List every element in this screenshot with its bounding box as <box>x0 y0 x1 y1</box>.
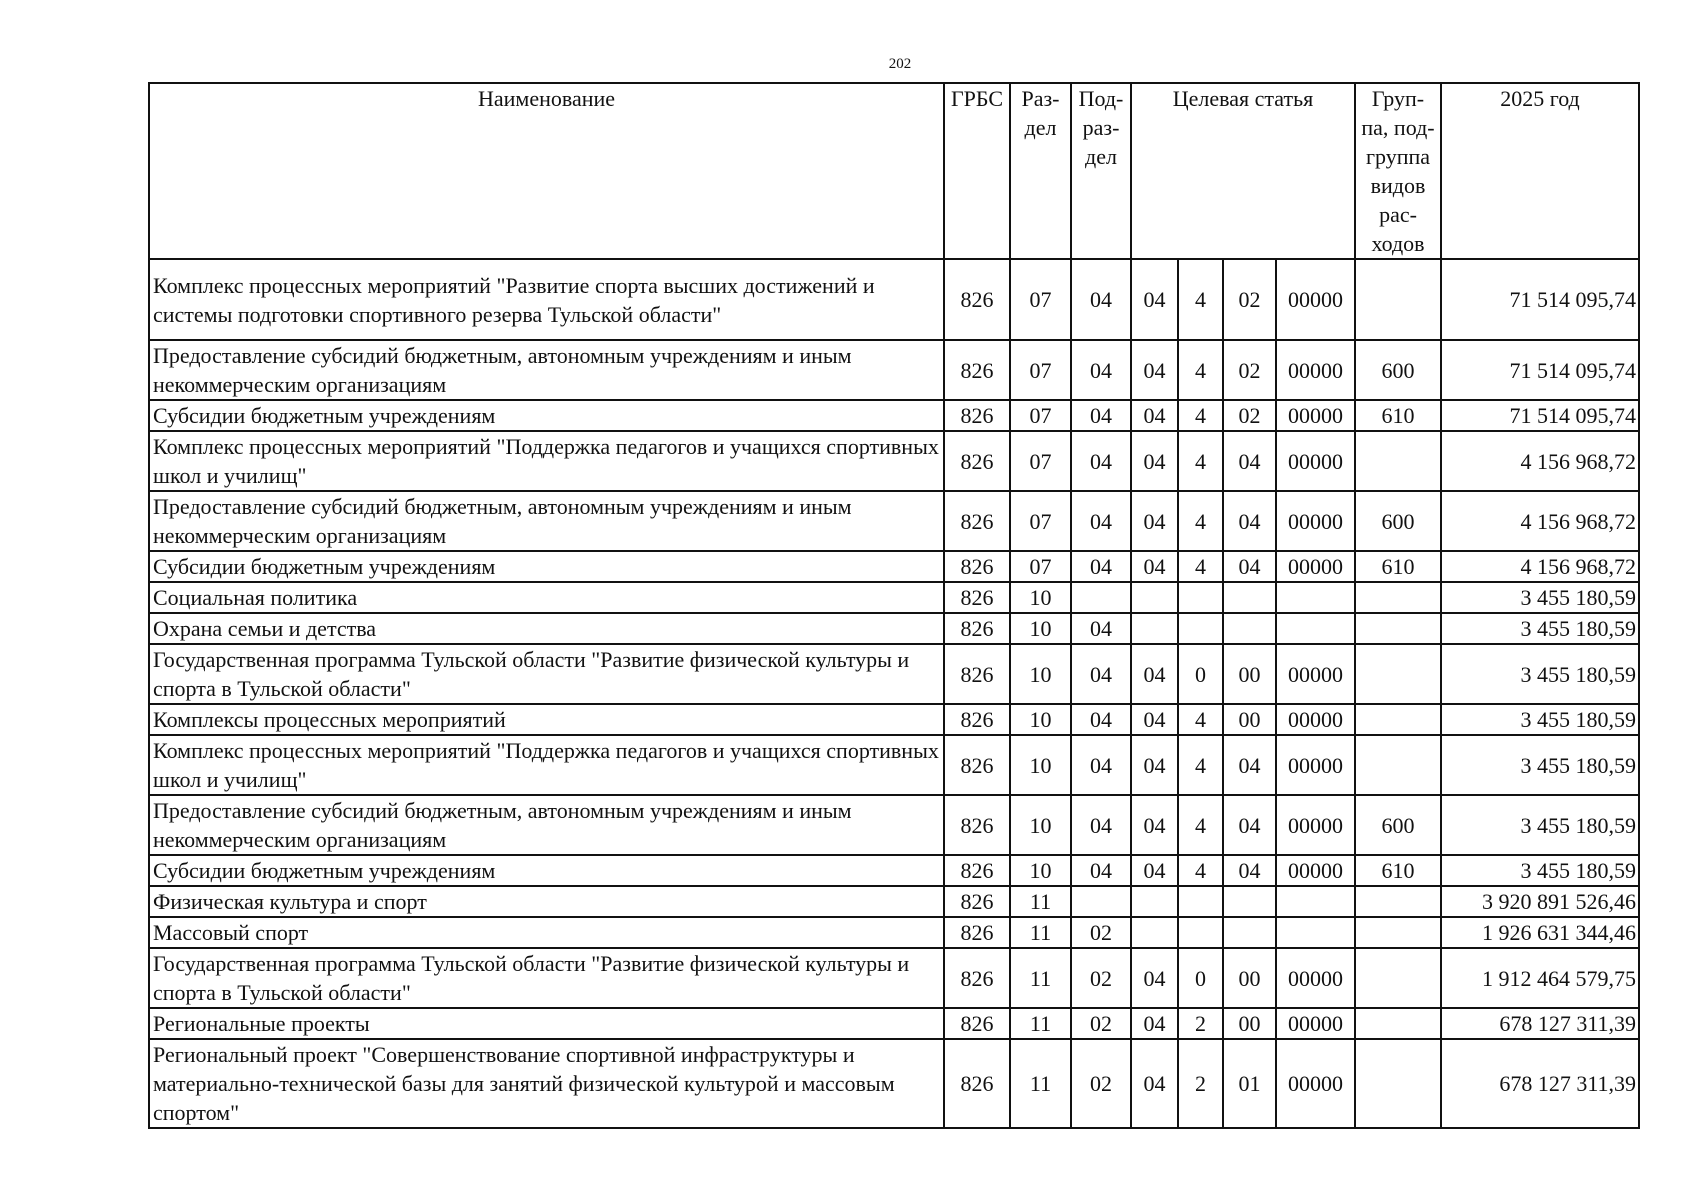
cell-target-type: 4 <box>1178 855 1223 886</box>
cell-target-direction: 00000 <box>1276 1039 1355 1128</box>
cell-target-program: 04 <box>1131 340 1178 400</box>
header-target-article: Целевая статья <box>1131 83 1355 259</box>
cell-expense-group: 600 <box>1355 340 1441 400</box>
cell-target-direction: 00000 <box>1276 855 1355 886</box>
cell-grbs: 826 <box>944 1039 1010 1128</box>
cell-name: Государственная программа Тульской области "Развитие физической культуры и спорта в Тульской области" <box>149 644 944 704</box>
cell-target-type: 4 <box>1178 551 1223 582</box>
cell-target-direction: 00000 <box>1276 259 1355 340</box>
cell-section: 07 <box>1010 259 1071 340</box>
cell-target-element <box>1223 917 1276 948</box>
cell-subsection: 02 <box>1071 917 1131 948</box>
table-row <box>149 259 1639 340</box>
table-row <box>149 491 1639 551</box>
header-section: Раз- дел <box>1010 83 1071 259</box>
cell-subsection: 02 <box>1071 1008 1131 1039</box>
table-body <box>149 259 1639 1128</box>
table-row <box>149 340 1639 400</box>
cell-expense-group: 610 <box>1355 855 1441 886</box>
cell-target-type: 0 <box>1178 644 1223 704</box>
cell-expense-group <box>1355 948 1441 1008</box>
cell-subsection: 04 <box>1071 431 1131 491</box>
cell-target-element: 04 <box>1223 735 1276 795</box>
cell-target-direction <box>1276 886 1355 917</box>
header-subsection: Под- раз- дел <box>1071 83 1131 259</box>
cell-subsection: 04 <box>1071 613 1131 644</box>
cell-amount: 3 455 180,59 <box>1441 735 1639 795</box>
cell-name: Комплексы процессных мероприятий <box>149 704 944 735</box>
cell-grbs: 826 <box>944 551 1010 582</box>
cell-amount: 3 455 180,59 <box>1441 582 1639 613</box>
cell-target-type: 4 <box>1178 259 1223 340</box>
cell-grbs: 826 <box>944 340 1010 400</box>
cell-grbs: 826 <box>944 400 1010 431</box>
cell-amount: 3 455 180,59 <box>1441 613 1639 644</box>
cell-section: 11 <box>1010 917 1071 948</box>
cell-expense-group <box>1355 917 1441 948</box>
cell-name: Социальная политика <box>149 582 944 613</box>
table-row <box>149 431 1639 491</box>
cell-grbs: 826 <box>944 948 1010 1008</box>
cell-target-program: 04 <box>1131 704 1178 735</box>
cell-section: 11 <box>1010 1008 1071 1039</box>
cell-name: Государственная программа Тульской области "Развитие физической культуры и спорта в Тульской области" <box>149 948 944 1008</box>
cell-target-type: 0 <box>1178 948 1223 1008</box>
cell-target-direction: 00000 <box>1276 704 1355 735</box>
cell-expense-group <box>1355 582 1441 613</box>
cell-target-direction: 00000 <box>1276 735 1355 795</box>
cell-expense-group <box>1355 613 1441 644</box>
cell-section: 10 <box>1010 855 1071 886</box>
cell-target-type: 4 <box>1178 431 1223 491</box>
cell-section: 10 <box>1010 582 1071 613</box>
cell-name: Комплекс процессных мероприятий "Развитие спорта высших достижений и системы подготовки спортивного резерва Тульской области" <box>149 259 944 340</box>
cell-subsection: 04 <box>1071 259 1131 340</box>
cell-target-type: 2 <box>1178 1008 1223 1039</box>
cell-grbs: 826 <box>944 613 1010 644</box>
cell-target-element <box>1223 582 1276 613</box>
cell-target-program: 04 <box>1131 948 1178 1008</box>
cell-section: 10 <box>1010 613 1071 644</box>
cell-subsection: 02 <box>1071 948 1131 1008</box>
cell-amount: 678 127 311,39 <box>1441 1008 1639 1039</box>
cell-section: 07 <box>1010 400 1071 431</box>
cell-amount: 3 920 891 526,46 <box>1441 886 1639 917</box>
cell-target-direction: 00000 <box>1276 431 1355 491</box>
cell-section: 07 <box>1010 340 1071 400</box>
table-row <box>149 704 1639 735</box>
cell-name: Комплекс процессных мероприятий "Поддержка педагогов и учащихся спортивных школ и училищ" <box>149 431 944 491</box>
cell-name: Предоставление субсидий бюджетным, автономным учреждениям и иным некоммерческим организациям <box>149 340 944 400</box>
header-expense-group: Груп- па, под- группа видов рас- ходов <box>1355 83 1441 259</box>
cell-grbs: 826 <box>944 259 1010 340</box>
cell-target-program: 04 <box>1131 551 1178 582</box>
table-row <box>149 1039 1639 1128</box>
cell-name: Региональные проекты <box>149 1008 944 1039</box>
table-row <box>149 582 1639 613</box>
cell-target-type: 4 <box>1178 735 1223 795</box>
cell-target-program: 04 <box>1131 735 1178 795</box>
cell-subsection: 04 <box>1071 491 1131 551</box>
cell-target-program <box>1131 886 1178 917</box>
cell-section: 07 <box>1010 431 1071 491</box>
cell-subsection: 04 <box>1071 735 1131 795</box>
cell-target-type: 4 <box>1178 795 1223 855</box>
cell-target-direction: 00000 <box>1276 644 1355 704</box>
cell-name: Физическая культура и спорт <box>149 886 944 917</box>
cell-section: 11 <box>1010 886 1071 917</box>
cell-subsection <box>1071 886 1131 917</box>
cell-target-program: 04 <box>1131 431 1178 491</box>
table-row <box>149 948 1639 1008</box>
cell-expense-group: 600 <box>1355 491 1441 551</box>
cell-expense-group: 610 <box>1355 400 1441 431</box>
cell-name: Предоставление субсидий бюджетным, автономным учреждениям и иным некоммерческим организациям <box>149 795 944 855</box>
cell-section: 10 <box>1010 795 1071 855</box>
cell-name: Комплекс процессных мероприятий "Поддержка педагогов и учащихся спортивных школ и училищ" <box>149 735 944 795</box>
cell-section: 07 <box>1010 491 1071 551</box>
cell-name: Субсидии бюджетным учреждениям <box>149 551 944 582</box>
cell-section: 11 <box>1010 1039 1071 1128</box>
cell-amount: 4 156 968,72 <box>1441 551 1639 582</box>
cell-expense-group: 600 <box>1355 795 1441 855</box>
cell-target-element: 00 <box>1223 644 1276 704</box>
cell-subsection: 04 <box>1071 400 1131 431</box>
cell-name: Предоставление субсидий бюджетным, автономным учреждениям и иным некоммерческим организациям <box>149 491 944 551</box>
cell-target-direction: 00000 <box>1276 340 1355 400</box>
cell-target-program <box>1131 917 1178 948</box>
cell-subsection: 02 <box>1071 1039 1131 1128</box>
cell-expense-group <box>1355 259 1441 340</box>
cell-target-direction: 00000 <box>1276 400 1355 431</box>
cell-subsection: 04 <box>1071 704 1131 735</box>
table-row <box>149 917 1639 948</box>
cell-target-direction <box>1276 917 1355 948</box>
cell-target-element: 00 <box>1223 1008 1276 1039</box>
cell-target-type: 4 <box>1178 400 1223 431</box>
cell-grbs: 826 <box>944 644 1010 704</box>
cell-amount: 3 455 180,59 <box>1441 644 1639 704</box>
cell-expense-group: 610 <box>1355 551 1441 582</box>
table-row <box>149 795 1639 855</box>
cell-target-program <box>1131 613 1178 644</box>
cell-target-element: 00 <box>1223 704 1276 735</box>
cell-amount: 71 514 095,74 <box>1441 400 1639 431</box>
cell-target-element: 00 <box>1223 948 1276 1008</box>
cell-grbs: 826 <box>944 582 1010 613</box>
cell-amount: 3 455 180,59 <box>1441 855 1639 886</box>
cell-target-program: 04 <box>1131 1039 1178 1128</box>
cell-expense-group <box>1355 1039 1441 1128</box>
cell-expense-group <box>1355 886 1441 917</box>
cell-target-program: 04 <box>1131 795 1178 855</box>
cell-name: Массовый спорт <box>149 917 944 948</box>
cell-target-program: 04 <box>1131 491 1178 551</box>
cell-name: Охрана семьи и детства <box>149 613 944 644</box>
cell-amount: 4 156 968,72 <box>1441 431 1639 491</box>
cell-subsection: 04 <box>1071 551 1131 582</box>
table-row <box>149 735 1639 795</box>
cell-target-type: 4 <box>1178 491 1223 551</box>
cell-grbs: 826 <box>944 886 1010 917</box>
cell-amount: 71 514 095,74 <box>1441 340 1639 400</box>
cell-target-direction: 00000 <box>1276 948 1355 1008</box>
page-number: 202 <box>888 56 912 72</box>
cell-grbs: 826 <box>944 795 1010 855</box>
cell-target-type <box>1178 613 1223 644</box>
cell-target-program: 04 <box>1131 400 1178 431</box>
cell-target-element: 02 <box>1223 259 1276 340</box>
cell-subsection: 04 <box>1071 644 1131 704</box>
cell-target-program: 04 <box>1131 855 1178 886</box>
table-row <box>149 855 1639 886</box>
cell-subsection: 04 <box>1071 855 1131 886</box>
cell-amount: 1 926 631 344,46 <box>1441 917 1639 948</box>
cell-target-program: 04 <box>1131 644 1178 704</box>
cell-target-program: 04 <box>1131 1008 1178 1039</box>
cell-target-element <box>1223 613 1276 644</box>
cell-name: Субсидии бюджетным учреждениям <box>149 400 944 431</box>
cell-target-type <box>1178 582 1223 613</box>
cell-expense-group <box>1355 431 1441 491</box>
cell-grbs: 826 <box>944 431 1010 491</box>
cell-amount: 678 127 311,39 <box>1441 1039 1639 1128</box>
cell-target-element: 04 <box>1223 795 1276 855</box>
table-row <box>149 886 1639 917</box>
cell-name: Субсидии бюджетным учреждениям <box>149 855 944 886</box>
cell-target-type: 4 <box>1178 340 1223 400</box>
budget-table <box>148 82 1640 1129</box>
table-row <box>149 613 1639 644</box>
table-row <box>149 1008 1639 1039</box>
cell-subsection: 04 <box>1071 340 1131 400</box>
cell-target-type: 4 <box>1178 704 1223 735</box>
cell-target-direction: 00000 <box>1276 1008 1355 1039</box>
cell-target-element: 04 <box>1223 491 1276 551</box>
cell-target-type <box>1178 917 1223 948</box>
cell-name: Региональный проект "Совершенствование спортивной инфраструктуры и материально-технической базы для занятий физической культурой и массовым спортом" <box>149 1039 944 1128</box>
cell-expense-group <box>1355 1008 1441 1039</box>
cell-grbs: 826 <box>944 704 1010 735</box>
cell-section: 10 <box>1010 704 1071 735</box>
cell-target-program <box>1131 582 1178 613</box>
cell-target-element <box>1223 886 1276 917</box>
cell-grbs: 826 <box>944 1008 1010 1039</box>
cell-section: 10 <box>1010 644 1071 704</box>
table-row <box>149 551 1639 582</box>
cell-target-element: 02 <box>1223 400 1276 431</box>
cell-section: 07 <box>1010 551 1071 582</box>
cell-target-direction <box>1276 613 1355 644</box>
cell-grbs: 826 <box>944 855 1010 886</box>
cell-expense-group <box>1355 735 1441 795</box>
cell-target-element: 04 <box>1223 431 1276 491</box>
cell-target-type: 2 <box>1178 1039 1223 1128</box>
cell-target-program: 04 <box>1131 259 1178 340</box>
cell-expense-group <box>1355 704 1441 735</box>
cell-amount: 4 156 968,72 <box>1441 491 1639 551</box>
cell-section: 10 <box>1010 735 1071 795</box>
cell-grbs: 826 <box>944 735 1010 795</box>
cell-amount: 3 455 180,59 <box>1441 795 1639 855</box>
table-row <box>149 400 1639 431</box>
cell-subsection <box>1071 582 1131 613</box>
cell-target-direction: 00000 <box>1276 795 1355 855</box>
table-row <box>149 644 1639 704</box>
cell-grbs: 826 <box>944 491 1010 551</box>
cell-target-element: 01 <box>1223 1039 1276 1128</box>
cell-amount: 3 455 180,59 <box>1441 704 1639 735</box>
cell-target-element: 02 <box>1223 340 1276 400</box>
cell-target-type <box>1178 886 1223 917</box>
cell-target-direction <box>1276 582 1355 613</box>
header-row <box>149 83 1639 259</box>
cell-amount: 1 912 464 579,75 <box>1441 948 1639 1008</box>
cell-amount: 71 514 095,74 <box>1441 259 1639 340</box>
cell-expense-group <box>1355 644 1441 704</box>
header-name: Наименование <box>149 83 944 259</box>
header-year: 2025 год <box>1441 83 1639 259</box>
cell-target-element: 04 <box>1223 551 1276 582</box>
cell-section: 11 <box>1010 948 1071 1008</box>
cell-target-element: 04 <box>1223 855 1276 886</box>
cell-subsection: 04 <box>1071 795 1131 855</box>
cell-target-direction: 00000 <box>1276 551 1355 582</box>
header-grbs: ГРБС <box>944 83 1010 259</box>
cell-target-direction: 00000 <box>1276 491 1355 551</box>
cell-grbs: 826 <box>944 917 1010 948</box>
